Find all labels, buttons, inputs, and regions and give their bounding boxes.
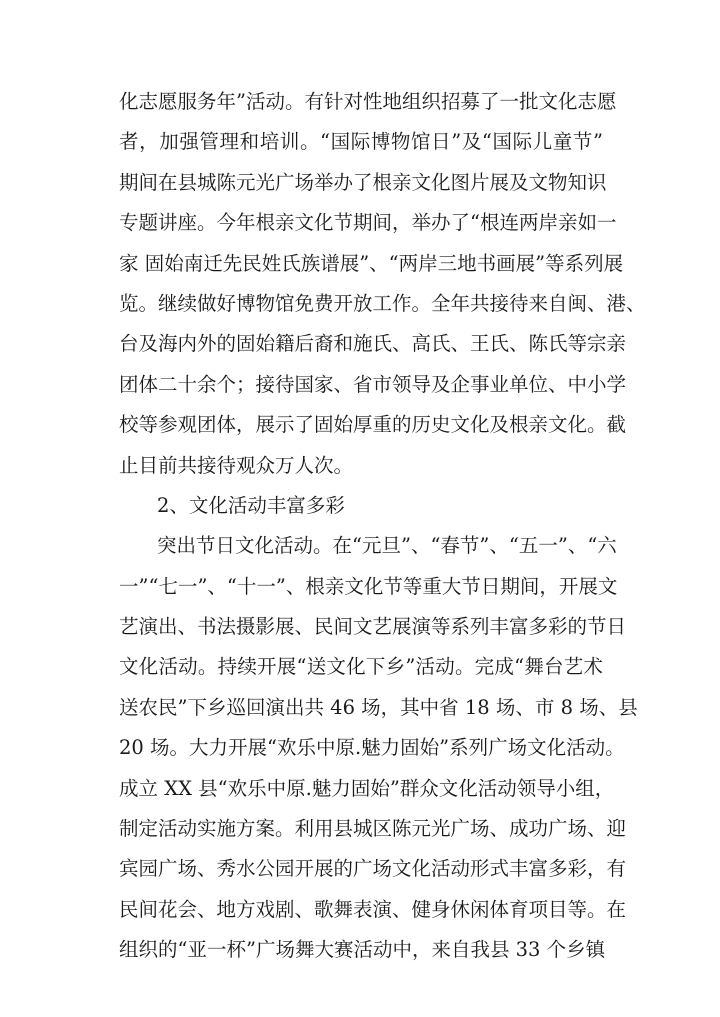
- paragraph-line: 校等参观团体，展示了固始厚重的历史文化及根亲文化。截: [119, 413, 627, 437]
- document-body: [119, 82, 646, 971]
- paragraph-line: 宾园广场、秀水公园开展的广场文化活动形式丰富多彩，有: [119, 857, 627, 881]
- paragraph-line: 制定活动实施方案。利用县城区陈元光广场、成功广场、迎: [119, 817, 627, 841]
- paragraph-line: 团体二十余个；接待国家、省市领导及企事业单位、中小学: [119, 372, 627, 396]
- paragraph-line: 一”“七一”、“十一”、根亲文化节等重大节日期间，开展文: [119, 574, 618, 598]
- paragraph-line: 突出节日文化活动。在“元旦”、“春节”、“五一”、“六: [157, 534, 617, 558]
- paragraph-line: 者，加强管理和培训。“国际博物馆日”及“国际儿童节”: [119, 130, 603, 154]
- paragraph-line: 送农民”下乡巡回演出共 46 场，其中省 18 场、市 8 场、县: [119, 695, 638, 719]
- paragraph-line: 20 场。大力开展“欢乐中原.魅力固始”系列广场文化活动。: [119, 736, 625, 760]
- paragraph-line: 止目前共接待观众万人次。: [119, 453, 354, 477]
- paragraph-line: 览。继续做好博物馆免费开放工作。全年共接待来自闽、港、: [119, 291, 646, 315]
- paragraph-line: 组织的“亚一杯”广场舞大赛活动中，来自我县 33 个乡镇: [119, 938, 606, 962]
- paragraph-line: 期间在县城陈元光广场举办了根亲文化图片展及文物知识: [119, 170, 607, 194]
- paragraph-line: 家 固始南迁先民姓氏族谱展”、“两岸三地书画展”等系列展: [119, 251, 624, 275]
- paragraph-line: 专题讲座。今年根亲文化节期间，举办了“根连两岸亲如一: [119, 211, 617, 235]
- paragraph-line: 艺演出、书法摄影展、民间文艺展演等系列丰富多彩的节日: [119, 615, 627, 639]
- paragraph-line: 台及海内外的固始籍后裔和施氏、高氏、王氏、陈氏等宗亲: [119, 332, 627, 356]
- section-heading: 2、文化活动丰富多彩: [157, 493, 345, 517]
- paragraph-line: 文化活动。持续开展“送文化下乡”活动。完成“舞台艺术: [119, 655, 603, 679]
- paragraph-line: 成立 XX 县“欢乐中原.魅力固始”群众文化活动领导小组，: [119, 776, 615, 800]
- paragraph-line: 化志愿服务年”活动。有针对性地组织招募了一批文化志愿: [119, 90, 617, 113]
- paragraph-line: 民间花会、地方戏剧、歌舞表演、健身休闲体育项目等。在: [119, 897, 627, 921]
